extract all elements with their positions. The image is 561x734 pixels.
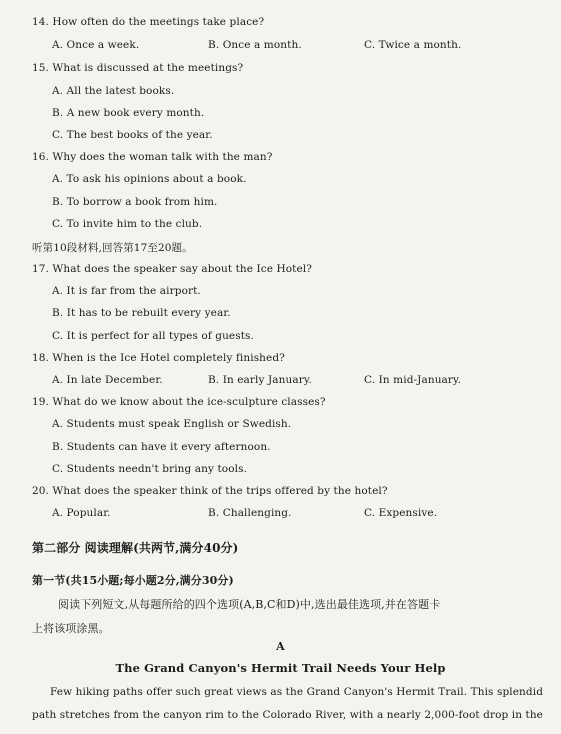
question-20: 20. What does the speaker think of the trips offered by the hotel? [32, 485, 388, 497]
option-14-a: A. Once a week. [52, 39, 140, 51]
option-15-c: C. The best books of the year. [52, 129, 213, 141]
passage-letter: A [276, 640, 285, 653]
option-16-b: B. To borrow a book from him. [52, 196, 218, 208]
question-19: 19. What do we know about the ice-sculpture classes? [32, 396, 326, 408]
option-17-b: B. It has to be rebuilt every year. [52, 307, 231, 319]
question-14: 14. How often do the meetings take place? [32, 16, 265, 28]
option-16-c: C. To invite him to the club. [52, 218, 203, 230]
option-20-c: C. Expensive. [364, 507, 438, 519]
question-18: 18. When is the Ice Hotel completely finished? [32, 352, 285, 364]
option-18-a: A. In late December. [52, 374, 163, 386]
option-14-c: C. Twice a month. [364, 39, 462, 51]
option-19-a: A. Students must speak English or Swedish. [52, 418, 292, 430]
reading-instruction-line1: 阅读下列短文,从每题所给的四个选项(A,B,C和D)中,选出最佳选项,并在答题卡 [58, 598, 441, 611]
option-18-b: B. In early January. [208, 374, 312, 386]
option-19-c: C. Students needn't bring any tools. [52, 463, 248, 475]
listening-instruction: 听第10段材料,回答第17至20题。 [32, 242, 193, 254]
question-15: 15. What is discussed at the meetings? [32, 62, 244, 74]
question-17: 17. What does the speaker say about the Ice Hotel? [32, 263, 312, 275]
option-15-a: A. All the latest books. [52, 85, 175, 97]
passage-title: The Grand Canyon's Hermit Trail Needs Your Help [115, 661, 446, 675]
option-16-a: A. To ask his opinions about a book. [52, 173, 247, 185]
option-20-a: A. Popular. [52, 507, 111, 519]
option-17-c: C. It is perfect for all types of guests. [52, 330, 254, 342]
reading-instruction-line2: 上将该项涂黑。 [32, 622, 110, 635]
option-18-c: C. In mid-January. [364, 374, 462, 386]
passage-paragraph-line1: Few hiking paths offer such great views as the Grand Canyon's Hermit Trail. This splendid [50, 686, 544, 698]
passage-paragraph-line2: path stretches from the canyon rim to the Colorado River, with a nearly 2,000-foot drop in the [32, 709, 543, 721]
section-title: 第一节(共15小题;每小题2分,满分30分) [32, 574, 234, 587]
option-17-a: A. It is far from the airport. [52, 285, 201, 297]
option-19-b: B. Students can have it every afternoon. [52, 441, 271, 453]
option-14-b: B. Once a month. [208, 39, 302, 51]
option-15-b: B. A new book every month. [52, 107, 205, 119]
question-16: 16. Why does the woman talk with the man? [32, 151, 273, 163]
part-title: 第二部分 阅读理解(共两节,满分40分) [32, 541, 239, 555]
option-20-b: B. Challenging. [208, 507, 292, 519]
